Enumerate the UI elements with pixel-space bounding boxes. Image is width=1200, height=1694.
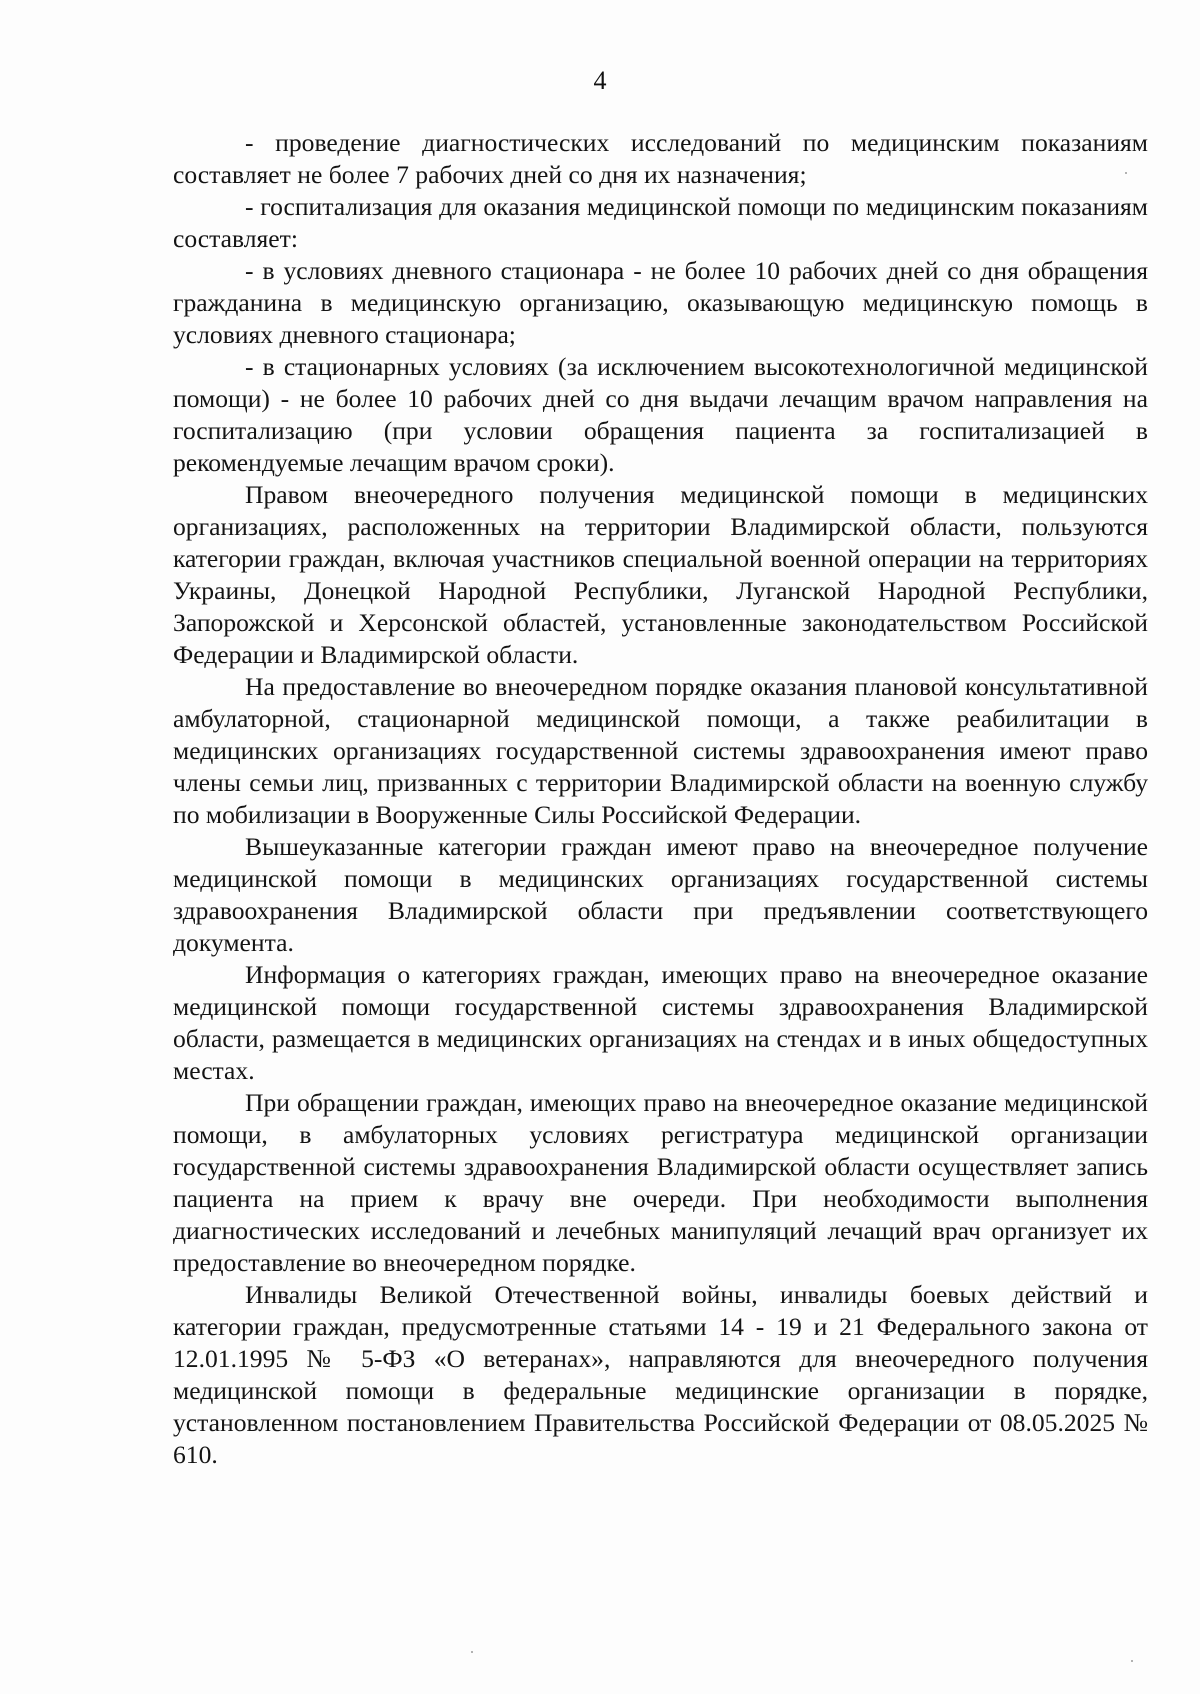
scan-speck xyxy=(1131,1660,1133,1662)
scan-speck xyxy=(471,1651,473,1653)
scan-speck xyxy=(1125,172,1127,174)
paragraph-war-veterans: Инвалиды Великой Отечественной войны, инвалиды боевых действий и категории граждан, предусмотренные статьями 14 - 19 и 21 Федерального закона от 12.01.1995 № 5-ФЗ «О ветеранах», направляются для внеочередного получения медицинской помощи в федеральные медицинские организации в порядке, установленном постановлением Правительства Российской Федерации от 08.05.2025 № 610. xyxy=(173,1280,1148,1469)
paragraph-hospitalization-term: - госпитализация для оказания медицинской помощи по медицинским показаниям составляет: xyxy=(173,192,1148,253)
paragraph-registration-procedure: При обращении граждан, имеющих право на внеочередное оказание медицинской помощи, в амбулаторных условиях регистратура медицинской организации государственной системы здравоохранения Владимирской области осуществляет запись пациента на прием к врачу вне очереди. При необходимости выполнения диагностических исследований и лечебных манипуляций лечащий врач организует их предоставление во внеочередном порядке. xyxy=(173,1088,1148,1277)
paragraph-document-presentation: Вышеуказанные категории граждан имеют право на внеочередное получение медицинской помощи в медицинских организациях государственной системы здравоохранения Владимирской области при предъявлении соответствующего документа. xyxy=(173,832,1148,957)
paragraph-priority-right: Правом внеочередного получения медицинской помощи в медицинских организациях, расположенных на территории Владимирской области, пользуются категории граждан, включая участников специальной военной операции на территориях Украины, Донецкой Народной Республики, Луганской Народной Республики, Запорожской и Херсонской областей, установленные законодательством Российской Федерации и Владимирской области. xyxy=(173,480,1148,669)
paragraph-information-placement: Информация о категориях граждан, имеющих право на внеочередное оказание медицинской помощи государственной системы здравоохранения Владимирской области, размещается в медицинских организациях на стендах и в иных общедоступных местах. xyxy=(173,960,1148,1085)
paragraph-inpatient-term: - в стационарных условиях (за исключением высокотехнологичной медицинской помощи) - не более 10 рабочих дней со дня выдачи лечащим врачом направления на госпитализацию (при условии обращения пациента за госпитализацией в рекомендуемые лечащим врачом сроки). xyxy=(173,352,1148,477)
paragraph-day-hospital-term: - в условиях дневного стационара - не более 10 рабочих дней со дня обращения гражданина в медицинскую организацию, оказывающую медицинскую помощь в условиях дневного стационара; xyxy=(173,256,1148,349)
page-number: 4 xyxy=(593,66,607,95)
paragraph-mobilized-families: На предоставление во внеочередном порядке оказания плановой консультативной амбулаторной, стационарной медицинской помощи, а также реабилитации в медицинских организациях государственной системы здравоохранения имеют право члены семьи лиц, призванных с территории Владимирской области на военную службу по мобилизации в Вооруженные Силы Российской Федерации. xyxy=(173,672,1148,829)
paragraph-diagnostics-term: - проведение диагностических исследований по медицинским показаниям составляет не более 7 рабочих дней со дня их назначения; xyxy=(173,128,1148,189)
document-body xyxy=(173,127,1148,1471)
